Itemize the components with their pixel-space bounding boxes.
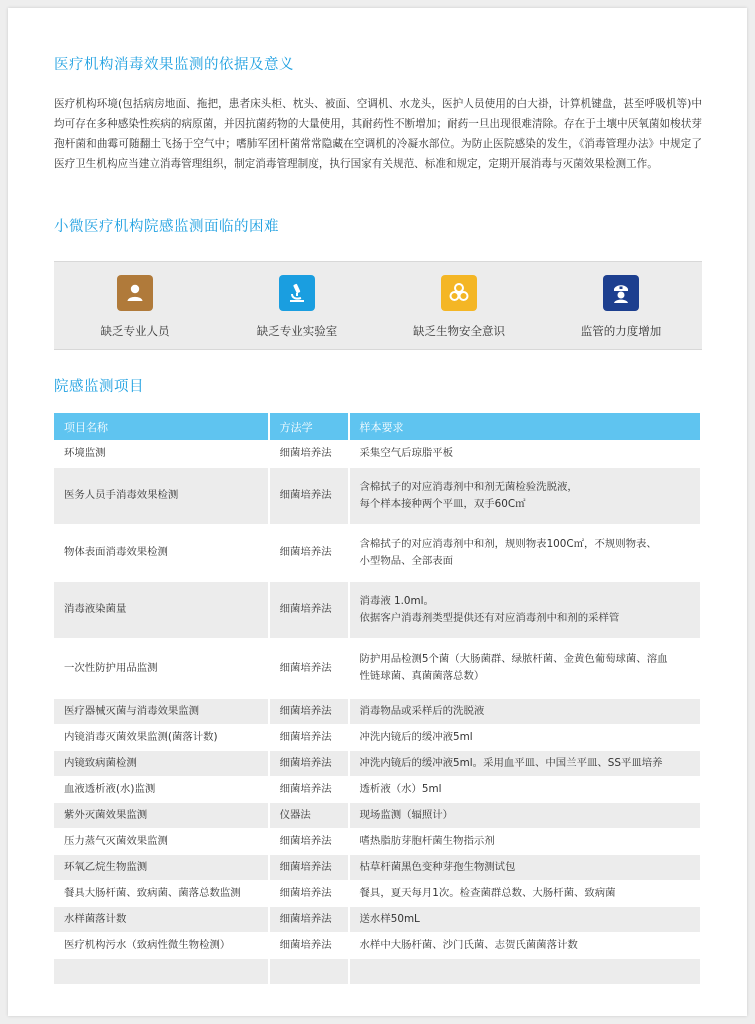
cell-item <box>54 958 269 984</box>
cell-sample: 餐具，夏天每月1次。检查菌群总数、大肠杆菌、致病菌 <box>349 880 701 906</box>
cell-item: 压力蒸气灭菌效果监测 <box>54 828 269 854</box>
cell-method: 细菌培养法 <box>269 880 349 906</box>
table-row <box>54 958 701 984</box>
cell-sample: 送水样50mL <box>349 906 701 932</box>
section-title-basis: 医疗机构消毒效果监测的依据及意义 <box>54 57 294 73</box>
table-row <box>54 828 701 854</box>
table-row <box>54 932 701 958</box>
cell-item: 水样菌落计数 <box>54 906 269 932</box>
difficulty-item-biosafety <box>378 262 540 349</box>
cell-item: 医务人员手消毒效果检测 <box>54 467 269 524</box>
cell-method: 细菌培养法 <box>269 828 349 854</box>
difficulty-label: 监管的力度增加 <box>580 324 662 338</box>
table-row <box>54 467 701 524</box>
cell-item <box>54 984 269 1010</box>
table-row <box>54 638 701 698</box>
cell-method: 细菌培养法 <box>269 467 349 524</box>
section-title-difficulties: 小微医疗机构院感监测面临的困难 <box>54 219 279 235</box>
cell-method: 细菌培养法 <box>269 724 349 750</box>
cell-item: 环氧乙烷生物监测 <box>54 854 269 880</box>
table-row <box>54 440 701 467</box>
cell-sample: 水样中大肠杆菌、沙门氏菌、志贺氏菌菌落计数 <box>349 932 701 958</box>
section-title-monitoring-items: 院感监测项目 <box>54 379 144 395</box>
person-icon <box>117 275 153 311</box>
officer-icon <box>603 275 639 311</box>
table-row <box>54 802 701 828</box>
cell-item: 血液透析液(水)监测 <box>54 776 269 802</box>
cell-sample: 枯草杆菌黑色变种芽孢生物测试包 <box>349 854 701 880</box>
table-row <box>54 581 701 638</box>
difficulty-item-lab <box>216 262 378 349</box>
cell-sample: 透析液（水）5ml <box>349 776 701 802</box>
cell-sample <box>349 984 701 1010</box>
difficulties-panel <box>54 261 702 350</box>
cell-sample: 冲洗内镜后的缓冲液5ml。采用血平皿、中国兰平皿、SS平皿培养 <box>349 750 701 776</box>
cell-sample-line: 每个样本接种两个平皿，双手60C㎡ <box>359 497 526 510</box>
cell-item: 一次性防护用品监测 <box>54 638 269 698</box>
difficulty-label: 缺乏专业人员 <box>100 324 170 338</box>
cell-item: 内镜致病菌检测 <box>54 750 269 776</box>
table-row <box>54 854 701 880</box>
cell-sample-line: 含棉拭子的对应消毒剂中和剂，规则物表100C㎡，不规则物表、 <box>359 537 657 550</box>
header-method: 方法学 <box>269 413 349 440</box>
cell-method: 细菌培养法 <box>269 750 349 776</box>
monitoring-table <box>54 413 702 1011</box>
biohazard-icon <box>441 275 477 311</box>
cell-method: 细菌培养法 <box>269 524 349 581</box>
table-row <box>54 906 701 932</box>
cell-sample-line: 消毒液 1.0ml。 <box>359 594 434 607</box>
cell-sample-line: 依据客户消毒剂类型提供还有对应消毒剂中和剂的采样管 <box>359 611 620 624</box>
cell-item: 医疗器械灭菌与消毒效果监测 <box>54 698 269 724</box>
cell-method: 细菌培养法 <box>269 776 349 802</box>
table-row <box>54 524 701 581</box>
table-row <box>54 776 701 802</box>
cell-method: 细菌培养法 <box>269 906 349 932</box>
cell-item: 消毒液染菌量 <box>54 581 269 638</box>
cell-item: 物体表面消毒效果检测 <box>54 524 269 581</box>
cell-item: 环境监测 <box>54 440 269 467</box>
table-row <box>54 984 701 1010</box>
cell-item: 医疗机构污水（致病性微生物检测） <box>54 932 269 958</box>
cell-sample <box>349 638 701 698</box>
table-row <box>54 724 701 750</box>
table-row <box>54 750 701 776</box>
table-row <box>54 698 701 724</box>
difficulty-item-supervision <box>540 262 702 349</box>
difficulty-label: 缺乏专业实验室 <box>256 324 338 338</box>
cell-sample: 采集空气后琼脂平板 <box>349 440 701 467</box>
cell-method <box>269 984 349 1010</box>
difficulty-label: 缺乏生物安全意识 <box>413 324 505 338</box>
cell-sample <box>349 524 701 581</box>
header-sample-req: 样本要求 <box>349 413 701 440</box>
cell-method: 细菌培养法 <box>269 854 349 880</box>
header-item-name: 项目名称 <box>54 413 269 440</box>
cell-sample-line: 含棉拭子的对应消毒剂中和剂无菌检验洗脱液， <box>359 480 578 493</box>
cell-method: 细菌培养法 <box>269 581 349 638</box>
intro-paragraph: 医疗机构环境(包括病房地面、拖把，患者床头柜、枕头、被面、空调机、水龙头，医护人员使用的白大褂，计算机键盘，甚至呼吸机等)中均可存在多种感染性疾病的病原菌，并因抗菌药物的大量使用，其耐药性不断增加；耐药一旦出现很难清除。存在于土壤中厌氧菌如梭状芽孢杆菌和曲霉可随翻土飞扬于空气中；嗜肺军团杆菌常常隐藏在空调机的冷凝水部位。为防止医院感染的发生，《消毒管理办法》中规定了医疗卫生机构应当建立消毒管理组织，制定消毒管理制度，执行国家有关规范、标准和规定，定期开展消毒与灭菌效果检测工作。 <box>54 98 702 170</box>
table-row <box>54 880 701 906</box>
cell-sample <box>349 958 701 984</box>
cell-method <box>269 958 349 984</box>
cell-sample: 现场监测（辐照计） <box>349 802 701 828</box>
microscope-icon <box>279 275 315 311</box>
cell-sample: 嗜热脂肪芽胞杆菌生物指示剂 <box>349 828 701 854</box>
cell-sample <box>349 581 701 638</box>
cell-method: 仪器法 <box>269 802 349 828</box>
cell-method: 细菌培养法 <box>269 440 349 467</box>
difficulty-item-staff <box>54 262 216 349</box>
cell-sample-line: 防护用品检测5个菌（大肠菌群、绿脓杆菌、金黄色葡萄球菌、溶血 <box>359 653 668 665</box>
cell-sample: 冲洗内镜后的缓冲液5ml <box>349 724 701 750</box>
cell-sample-line: 小型物品、全部表面 <box>359 554 454 567</box>
cell-sample-line: 性链球菌、真菌菌落总数） <box>359 670 485 682</box>
cell-method: 细菌培养法 <box>269 932 349 958</box>
cell-item: 内镜消毒灭菌效果监测(菌落计数) <box>54 724 269 750</box>
cell-sample <box>349 467 701 524</box>
cell-item: 紫外灭菌效果监测 <box>54 802 269 828</box>
cell-method: 细菌培养法 <box>269 638 349 698</box>
cell-method: 细菌培养法 <box>269 698 349 724</box>
table-header-row <box>54 413 701 440</box>
cell-item: 餐具大肠杆菌、致病菌、菌落总数监测 <box>54 880 269 906</box>
cell-sample: 消毒物品或采样后的洗脱液 <box>349 698 701 724</box>
document-page <box>8 8 747 1016</box>
